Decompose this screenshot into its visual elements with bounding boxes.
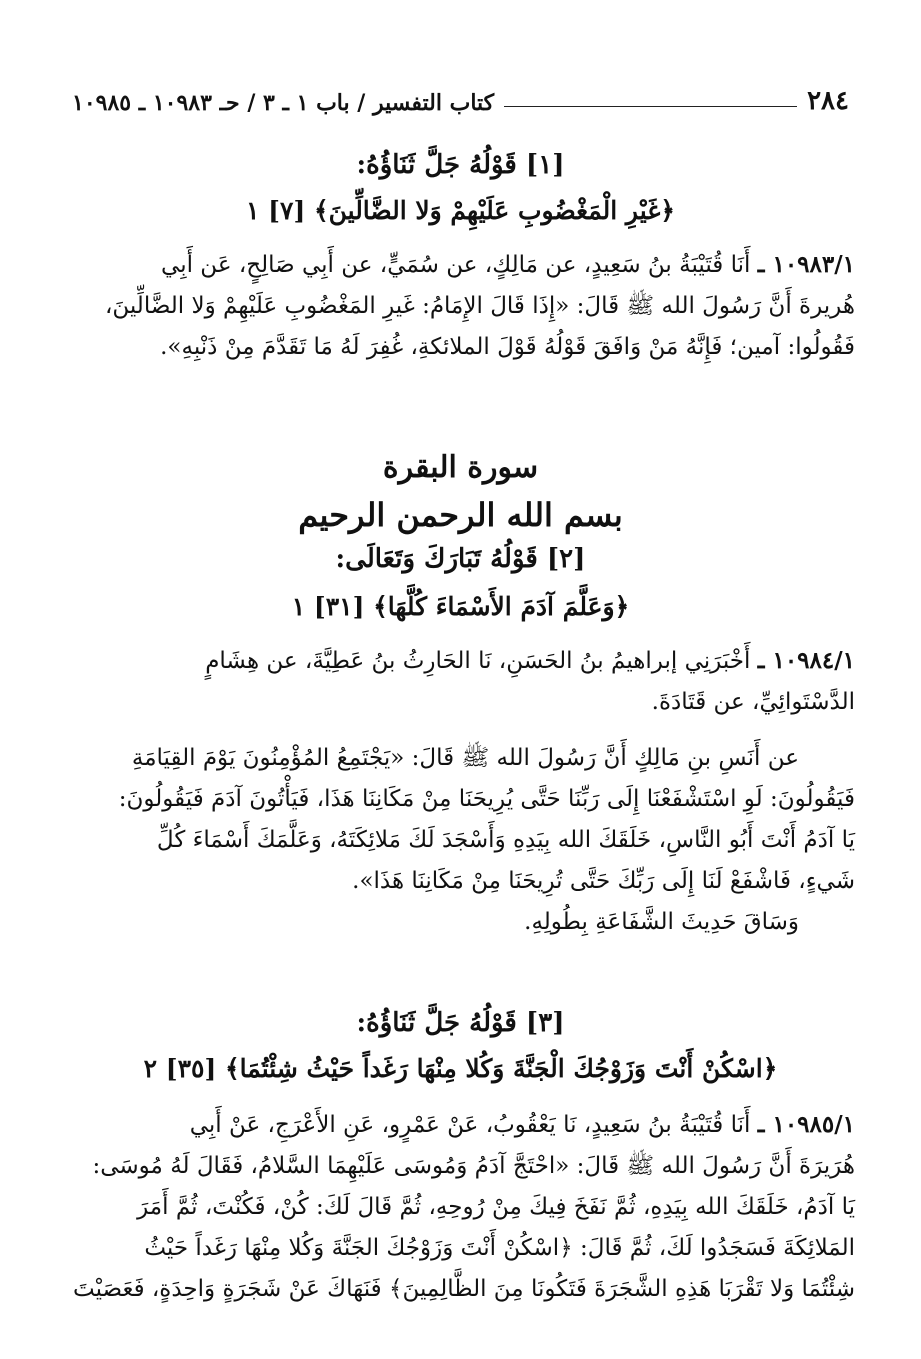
section-3-ayah: ﴿اسْكُنْ أَنْتَ وَزَوْجُكَ الْجَنَّةَ وَكُلا مِنْهَا رَغَداً حَيْثُ شِئْتُمَا﴾ [٣٥] ٢	[143, 1054, 778, 1083]
header-rule	[504, 106, 797, 107]
hadith-10985-line-1	[66, 1104, 855, 1146]
section-1-heading: [١] قَوْلُهُ جَلَّ ثَنَاؤُهُ:	[356, 150, 565, 180]
surah-title: سورة البقرة	[382, 450, 539, 485]
hadith-10985-line-2: هُرَيرَةَ أَنَّ رَسُولَ الله ﷺ قَالَ: «احْتَجَّ آدَمُ وَمُوسَى عَلَيْهِمَا السَّلامُ، فَقَالَ لَهُ مُوسَى:	[92, 1153, 855, 1179]
hadith-10984-line-2: الدَّسْتَوائِيِّ، عن قَتَادَةَ.	[651, 689, 855, 715]
section-2-ayah: ﴿وَعَلَّمَ آدَمَ الأَسْمَاءَ كُلَّهَا﴾ [٣١] ١	[291, 592, 630, 621]
running-title: كتاب التفسير / باب ١ ـ ٣ / حـ ١٠٩٨٣ ـ ١٠٩٨٥	[72, 90, 495, 116]
matn-line-4: شَيءٍ، فَاشْفَعْ لَنَا إِلَى رَبِّكَ حَتَّى تُرِيحَنَا مِنْ مَكَانِنَا هَذَا».	[352, 868, 855, 894]
hadith-10985-line-4: المَلائِكَةَ فَسَجَدُوا لَكَ، ثُمَّ قَالَ: ﴿اسْكُنْ أَنْتَ وَزَوْجُكَ الجَنَّةَ وَكُلا مِنْهَا رَغَداً حَيْثُ	[144, 1235, 855, 1261]
matn-line-1: عن أَنَسِ بنِ مَالِكٍ أَنَّ رَسُولَ الله ﷺ قَالَ: «يَجْتَمِعُ المُؤْمِنُونَ يَوْمَ القِيَامَةِ	[131, 745, 799, 771]
hadith-text: أَخْبَرَنِي إبراهيمُ بنُ الحَسَنِ، نَا الحَارِثُ بنُ عَطِيَّةَ، عن هِشَامٍ	[205, 648, 751, 674]
running-header	[72, 76, 849, 116]
hadith-10985-line-5: شِئْتُمَا وَلا تَقْرَبَا هَذِهِ الشَّجَرَةَ فَتَكُونَا مِنَ الظَّالِمِينَ﴾ فَنَهَاكَ عَنْ شَجَرَةٍ وَاحِدَةٍ، فَعَصَيْتَ	[73, 1276, 855, 1302]
hadith-10983-line-1	[66, 244, 855, 286]
hadith-number: ١٠٩٨٥/١ ـ	[757, 1111, 855, 1138]
hadith-10983	[66, 244, 855, 368]
hadith-text: أَنَا قُتَيْبَةُ بنُ سَعِيدٍ، نَا يَعْقُوبُ، عَنْ عَمْرٍو، عَنِ الأَعْرَجِ، عَنْ أَبِي	[189, 1112, 751, 1138]
section-3-heading: [٣] قَوْلُهُ جَلَّ ثَنَاؤُهُ:	[356, 1008, 565, 1038]
matn-line-5: وَسَاقَ حَدِيثَ الشَّفَاعَةِ بِطُولِهِ.	[524, 909, 799, 935]
hadith-10985	[66, 1104, 855, 1310]
basmala: بسم الله الرحمن الرحيم	[298, 496, 623, 534]
hadith-10984	[66, 640, 855, 723]
hadith-text: أَنَا قُتَيْبَةُ بنُ سَعِيدٍ، عن مَالِكٍ، عن سُمَيٍّ، عن أَبِي صَالِحٍ، عَن أَبِي	[161, 252, 751, 278]
hadith-10984-matn	[66, 738, 855, 943]
section-2-heading: [٢] قَوْلُهُ تَبَارَكَ وَتَعَالَى:	[335, 544, 586, 574]
matn-line-3: يَا آدَمُ أَنْتَ أَبُو النَّاسِ، خَلَقَكَ الله بِيَدِهِ وَأَسْجَدَ لَكَ مَلائِكَتَهُ، وَعَلَّمَكَ أَسْمَاءَ كُلِّ	[156, 827, 855, 853]
hadith-10983-line-3: فَقُولُوا: آمين؛ فَإِنَّهُ مَنْ وَافَقَ قَوْلُهُ قَوْلَ الملائكةِ، غُفِرَ لَهُ مَا تَقَدَّمَ مِنْ ذَنْبِهِ».	[160, 334, 855, 360]
hadith-10984-line-1	[66, 640, 855, 682]
matn-line-2: فَيَقُولُونَ: لَوِ اسْتَشْفَعْنَا إِلَى رَبِّنَا حَتَّى يُرِيحَنَا مِنْ مَكَانِنَا هَذَا، فَيَأْتُونَ آدَمَ فَيَقُولُونَ:	[118, 786, 855, 812]
hadith-number: ١٠٩٨٣/١ ـ	[757, 251, 855, 278]
hadith-number: ١٠٩٨٤/١ ـ	[757, 647, 855, 674]
section-1-ayah: ﴿غَيْرِ الْمَغْضُوبِ عَلَيْهِمْ وَلا الضَّالِّينَ﴾ [٧] ١	[246, 196, 675, 225]
hadith-10983-line-2: هُريرةَ أَنَّ رَسُولَ الله ﷺ قَالَ: «إِذَا قَالَ الإِمَامُ: غَيرِ المَغْضُوبِ عَلَيْهِمْ وَلا الضَّالِّينَ،	[104, 293, 855, 319]
hadith-10985-line-3: يَا آدَمُ، خَلَقَكَ الله بِيَدِهِ، ثُمَّ نَفَخَ فِيكَ مِنْ رُوحِهِ، ثُمَّ قَالَ لَكَ: كُنْ، فَكُنْتَ، ثُمَّ أَمَرَ	[137, 1194, 855, 1220]
page-number: ٢٨٤	[807, 86, 849, 116]
